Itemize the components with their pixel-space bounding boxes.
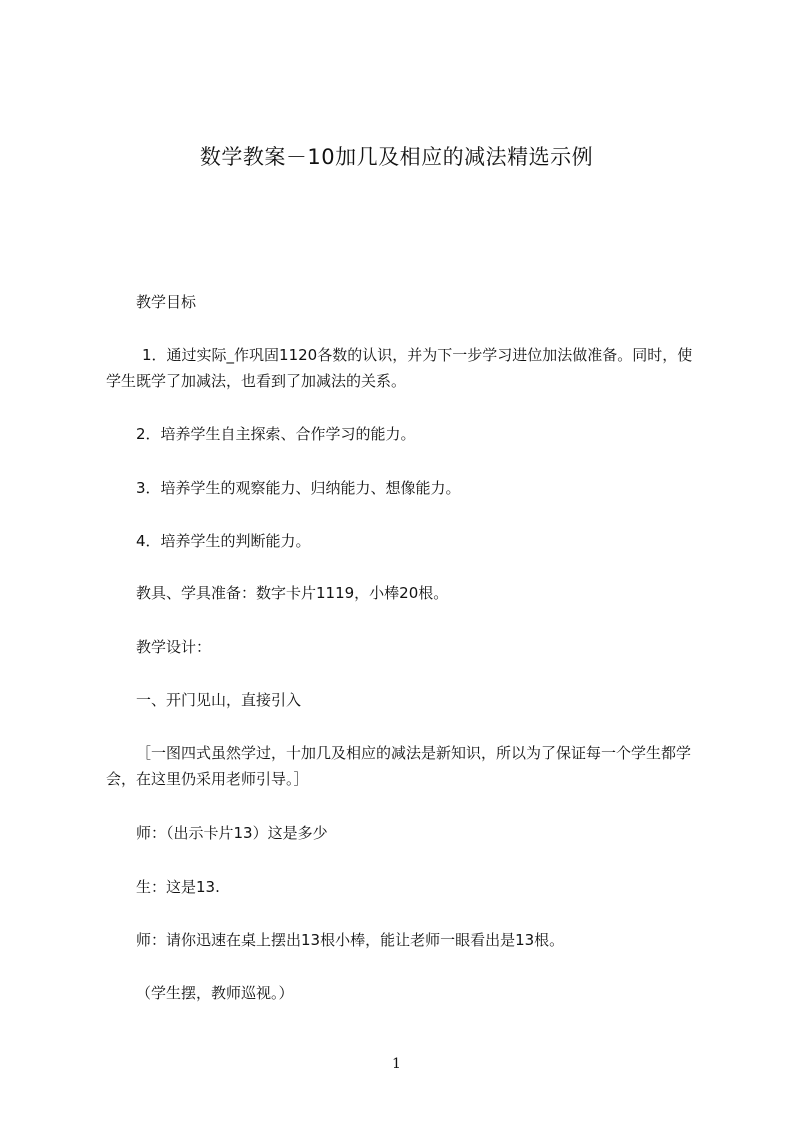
dialogue-teacher-1: 师：（出示卡片13）这是多少 — [136, 824, 328, 842]
objective-2: 2．培养学生自主探索、合作学习的能力。 — [136, 425, 416, 443]
section-heading-objectives: 教学目标 — [136, 293, 197, 311]
section-heading-design: 教学设计： — [136, 638, 212, 656]
materials-paragraph: 教具、学具准备：数字卡片1119，小棒20根。 — [136, 584, 449, 602]
teaching-note: ［一图四式虽然学过，十加几及相应的减法是新知识，所以为了保证每一个学生都学会，在这里仍采用老师引导。］ — [106, 744, 692, 788]
dialogue-teacher-2: 师：请你迅速在桌上摆出13根小棒，能让老师一眼看出是13根。 — [136, 931, 565, 949]
dialogue-student-1: 生：这是13. — [136, 878, 220, 896]
document-title: 数学教案－10加几及相应的减法精选示例 — [199, 145, 594, 169]
page-number: 1 — [392, 1056, 401, 1072]
objective-1: 1．通过实际_作巩固1120各数的认识，并为下一步学习进位加法做准备。同时，使学生既学了加减法，也看到了加减法的关系。 — [106, 346, 693, 390]
part-one-heading: 一、开门见山，直接引入 — [136, 691, 302, 709]
objective-4: 4．培养学生的判断能力。 — [136, 532, 311, 550]
objective-3: 3．培养学生的观察能力、归纳能力、想像能力。 — [136, 479, 461, 497]
stage-direction: （学生摆，教师巡视。） — [136, 984, 294, 1002]
